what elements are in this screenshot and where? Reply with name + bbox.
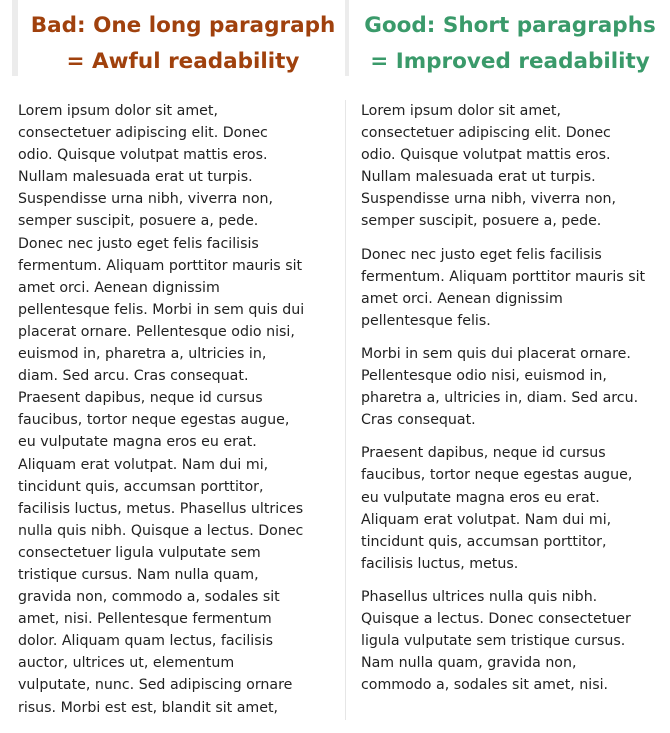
bad-heading-line-2: = Awful readability (66, 49, 300, 74)
short-paragraph-line: consectetuer adipiscing elit. Donec (361, 125, 611, 142)
long-paragraph-line: faucibus, tortor neque egestas augue, (18, 412, 290, 429)
good-heading-line-2: = Improved readability (370, 49, 650, 74)
long-paragraph-line: odio. Quisque volutpat mattis eros. (18, 147, 268, 164)
short-paragraph-line: Suspendisse urna nibh, viverra non, (361, 191, 617, 208)
short-paragraphs-example (361, 100, 667, 696)
long-paragraph-line: auctor, ultrices ut, elementum (18, 655, 235, 672)
long-paragraph-line: facilisis luctus, metus. Phasellus ultrices (18, 500, 304, 517)
long-paragraph-line: semper suscipit, posuere a, pede. (18, 213, 259, 230)
long-paragraph-line: euismod in, pharetra a, ultricies in, (18, 346, 267, 363)
long-paragraph-line: eu vulputate magna eros eu erat. (18, 434, 257, 451)
long-paragraph-line: Nullam malesuada erat ut turpis. (18, 169, 253, 186)
short-paragraph-line: Aliquam erat volutpat. Nam dui mi, (361, 511, 612, 528)
long-paragraph (18, 100, 330, 719)
column-divider (345, 100, 346, 720)
long-paragraph-line: placerat ornare. Pellentesque odio nisi, (18, 323, 295, 340)
long-paragraph-line: tristique cursus. Nam nulla quam, (18, 566, 259, 583)
short-paragraph-line: ligula vulputate sem tristique cursus. (361, 633, 626, 650)
long-paragraph-line: pellentesque felis. Morbi in sem quis dui (18, 301, 305, 318)
good-heading-line-1: Good: Short paragraphs (364, 13, 656, 38)
short-paragraph-line: Donec nec justo eget felis facilisis (361, 246, 602, 263)
short-paragraph-line: eu vulputate magna eros eu erat. (361, 489, 600, 506)
long-paragraph-line: Donec nec justo eget felis facilisis (18, 235, 259, 252)
short-paragraph-line: fermentum. Aliquam porttitor mauris sit (361, 268, 646, 285)
short-paragraph-line: Pellentesque odio nisi, euismod in, (361, 368, 607, 385)
short-paragraph-line: Quisque a lectus. Donec consectetuer (361, 610, 631, 627)
long-paragraph-line: amet orci. Aenean dignissim (18, 279, 220, 296)
long-paragraph-line: Praesent dapibus, neque id cursus (18, 390, 263, 407)
short-paragraph (361, 343, 667, 431)
long-paragraph-line: Aliquam erat volutpat. Nam dui mi, (18, 456, 269, 473)
long-paragraph-line: vulputate, nunc. Sed adipiscing ornare (18, 677, 293, 694)
short-paragraph-line: tincidunt quis, accumsan porttitor, (361, 533, 607, 550)
short-paragraph-line: Nullam malesuada erat ut turpis. (361, 169, 596, 186)
short-paragraph-line: Nam nulla quam, gravida non, (361, 655, 577, 672)
long-paragraph-line: amet, nisi. Pellentesque fermentum (18, 611, 272, 628)
short-paragraph-line: commodo a, sodales sit amet, nisi. (361, 677, 609, 694)
short-paragraph-line: Lorem ipsum dolor sit amet, (361, 103, 561, 119)
short-paragraph (361, 244, 667, 332)
short-paragraph-line: Phasellus ultrices nulla quis nibh. (361, 588, 598, 605)
short-paragraph-line: odio. Quisque volutpat mattis eros. (361, 147, 611, 164)
long-paragraph-line: gravida non, commodo a, sodales sit (18, 589, 280, 606)
long-paragraph-line: diam. Sed arcu. Cras consequat. (18, 368, 249, 385)
short-paragraph (361, 586, 667, 696)
short-paragraph-line: pharetra a, ultricies in, diam. Sed arcu. (361, 390, 639, 407)
long-paragraph-line: dolor. Aliquam quam lectus, facilisis (18, 633, 273, 650)
long-paragraph-line: tincidunt quis, accumsan porttitor, (18, 478, 264, 495)
short-paragraph-line: semper suscipit, posuere a, pede. (361, 213, 602, 230)
long-paragraph-example (18, 100, 330, 719)
short-paragraph-line: pellentesque felis. (361, 312, 491, 329)
long-paragraph-line: risus. Morbi est est, blandit sit amet, (18, 699, 279, 716)
bad-heading-line-1: Bad: One long paragraph (30, 13, 336, 38)
short-paragraph (361, 442, 667, 575)
long-paragraph-line: fermentum. Aliquam porttitor mauris sit (18, 257, 303, 274)
bad-heading (18, 8, 348, 80)
short-paragraph-line: faucibus, tortor neque egestas augue, (361, 467, 633, 484)
good-heading (350, 8, 670, 80)
long-paragraph-line: nulla quis nibh. Quisque a lectus. Donec (18, 522, 304, 539)
short-paragraph-line: Praesent dapibus, neque id cursus (361, 445, 606, 462)
short-paragraph-line: Cras consequat. (361, 412, 476, 429)
long-paragraph-line: Lorem ipsum dolor sit amet, (18, 103, 218, 119)
short-paragraph-line: Morbi in sem quis dui placerat ornare. (361, 345, 631, 362)
short-paragraph-line: facilisis luctus, metus. (361, 555, 519, 572)
long-paragraph-line: consectetuer ligula vulputate sem (18, 544, 261, 561)
short-paragraph (361, 100, 667, 233)
short-paragraph-line: amet orci. Aenean dignissim (361, 290, 563, 307)
long-paragraph-line: consectetuer adipiscing elit. Donec (18, 125, 268, 142)
long-paragraph-line: Suspendisse urna nibh, viverra non, (18, 191, 274, 208)
